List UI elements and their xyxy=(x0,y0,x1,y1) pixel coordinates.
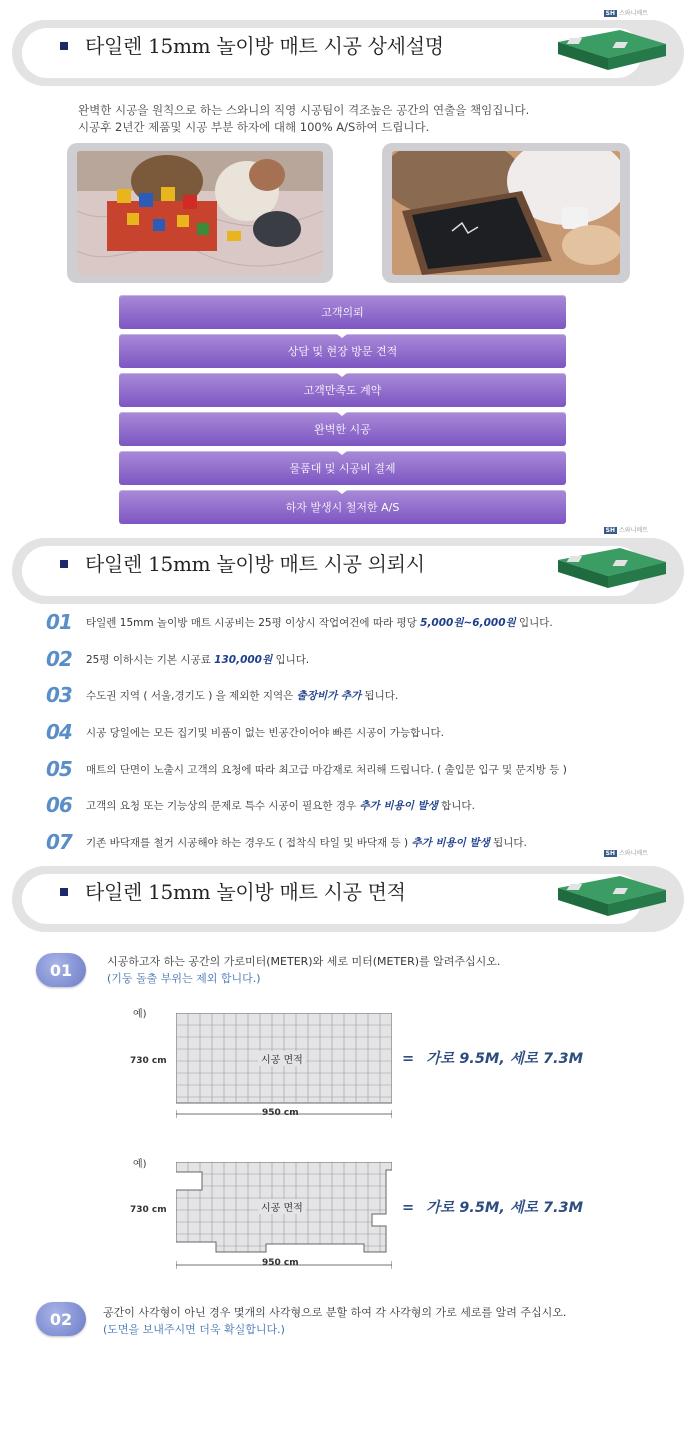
intro-text: 완벽한 시공을 원칙으로 하는 스와니의 직영 시공팀이 격조높은 공간의 연출을 책임집니다. 시공후 2년간 제품및 시공 부분 하자에 대해 100% A/S하여 드립니다. xyxy=(78,103,530,134)
section-header-request xyxy=(12,538,684,604)
list-item: 04 시공 당일에는 모든 집기및 비품이 없는 빈공간이어야 빠른 시공이 가능합니다. xyxy=(46,720,444,744)
puzzle-mat-icon xyxy=(550,874,670,920)
down-arrow-icon xyxy=(333,331,351,338)
list-item: 01 타일렌 15mm 놀이방 매트 시공비는 25평 이상시 작업여건에 따라 평당 5,000원~6,000원 입니다. xyxy=(46,610,553,634)
section-title: 타일렌 15mm 놀이방 매트 시공 상세설명 xyxy=(85,34,444,58)
down-arrow-icon xyxy=(333,370,351,377)
flow-step: 완벽한 시공 xyxy=(119,412,566,446)
flow-step: 상담 및 현장 방문 견적 xyxy=(119,334,566,368)
section-title: 타일렌 15mm 놀이방 매트 시공 의뢰시 xyxy=(85,552,425,576)
down-arrow-icon xyxy=(333,409,351,416)
flow-step: 고객의뢰 xyxy=(119,295,566,329)
section-title: 타일렌 15mm 놀이방 매트 시공 면적 xyxy=(85,880,406,904)
puzzle-mat-icon xyxy=(550,546,670,592)
down-arrow-icon xyxy=(333,487,351,494)
down-arrow-icon xyxy=(333,448,351,455)
flow-step: 물품대 및 시공비 결제 xyxy=(119,451,566,485)
example-label: 예) xyxy=(133,1159,147,1170)
flow-step: 하자 발생시 철저한 A/S xyxy=(119,490,566,524)
area-label: 시공 면적 xyxy=(258,1199,306,1214)
step-badge: 01 xyxy=(36,953,86,987)
step-badge: 02 xyxy=(36,1302,86,1336)
photo-child-drawing xyxy=(392,151,620,275)
height-dimension: 730 cm xyxy=(130,1056,167,1066)
list-item: 03 수도권 지역 ( 서울,경기도 ) 을 제외한 지역은 출장비가 추가 됩니다. xyxy=(46,683,399,707)
square-bullet-icon xyxy=(60,42,68,50)
list-item: 07 기존 바닥재를 철거 시공해야 하는 경우도 ( 접착식 타일 및 바닥재 등 ) 추가 비용이 발생 됩니다. xyxy=(46,830,527,854)
flow-step: 고객만족도 계약 xyxy=(119,373,566,407)
brand-mark: SH 스와니매트 xyxy=(605,10,648,17)
photo-frame-blocks xyxy=(67,143,333,283)
height-dimension: 730 cm xyxy=(130,1205,167,1215)
puzzle-mat-icon xyxy=(550,28,670,74)
list-item: 06 고객의 요청 또는 기능상의 문제로 특수 시공이 필요한 경우 추가 비용이 발생 합니다. xyxy=(46,793,475,817)
photo-children-blocks xyxy=(77,151,323,275)
brand-mark: SH 스와니매트 xyxy=(605,850,648,857)
square-bullet-icon xyxy=(60,888,68,896)
area-result: = 가로 9.5M, 세로 7.3M xyxy=(402,1200,584,1216)
width-dimension: 950 cm xyxy=(262,1258,299,1268)
section-header-area xyxy=(12,866,684,932)
square-bullet-icon xyxy=(60,560,68,568)
section-header-detail xyxy=(12,20,684,86)
area-result: = 가로 9.5M, 세로 7.3M xyxy=(402,1051,584,1067)
example-label: 예) xyxy=(133,1009,147,1020)
step-instruction: 공간이 사각형이 아닌 경우 몇개의 사각형으로 분할 하여 각 사각형의 가로 세로를 알려 주십시오. (도면을 보내주시면 더욱 확실합니다.) xyxy=(103,1306,567,1336)
area-label: 시공 면적 xyxy=(258,1051,306,1066)
list-item: 02 25평 이하시는 기본 시공료 130,000원 입니다. xyxy=(46,647,310,671)
list-item: 05 매트의 단면이 노출시 고객의 요청에 따라 최고급 마감재로 처리해 드립니다. ( 출입문 입구 및 문지방 등 ) xyxy=(46,757,567,781)
photo-frame-drawing xyxy=(382,143,630,283)
width-dimension: 950 cm xyxy=(262,1108,299,1118)
step-instruction: 시공하고자 하는 공간의 가로미터(METER)와 세로 미터(METER)를 알려주십시오. (기둥 돌출 부위는 제외 합니다.) xyxy=(107,955,501,985)
brand-mark: SH 스와니매트 xyxy=(605,527,648,534)
